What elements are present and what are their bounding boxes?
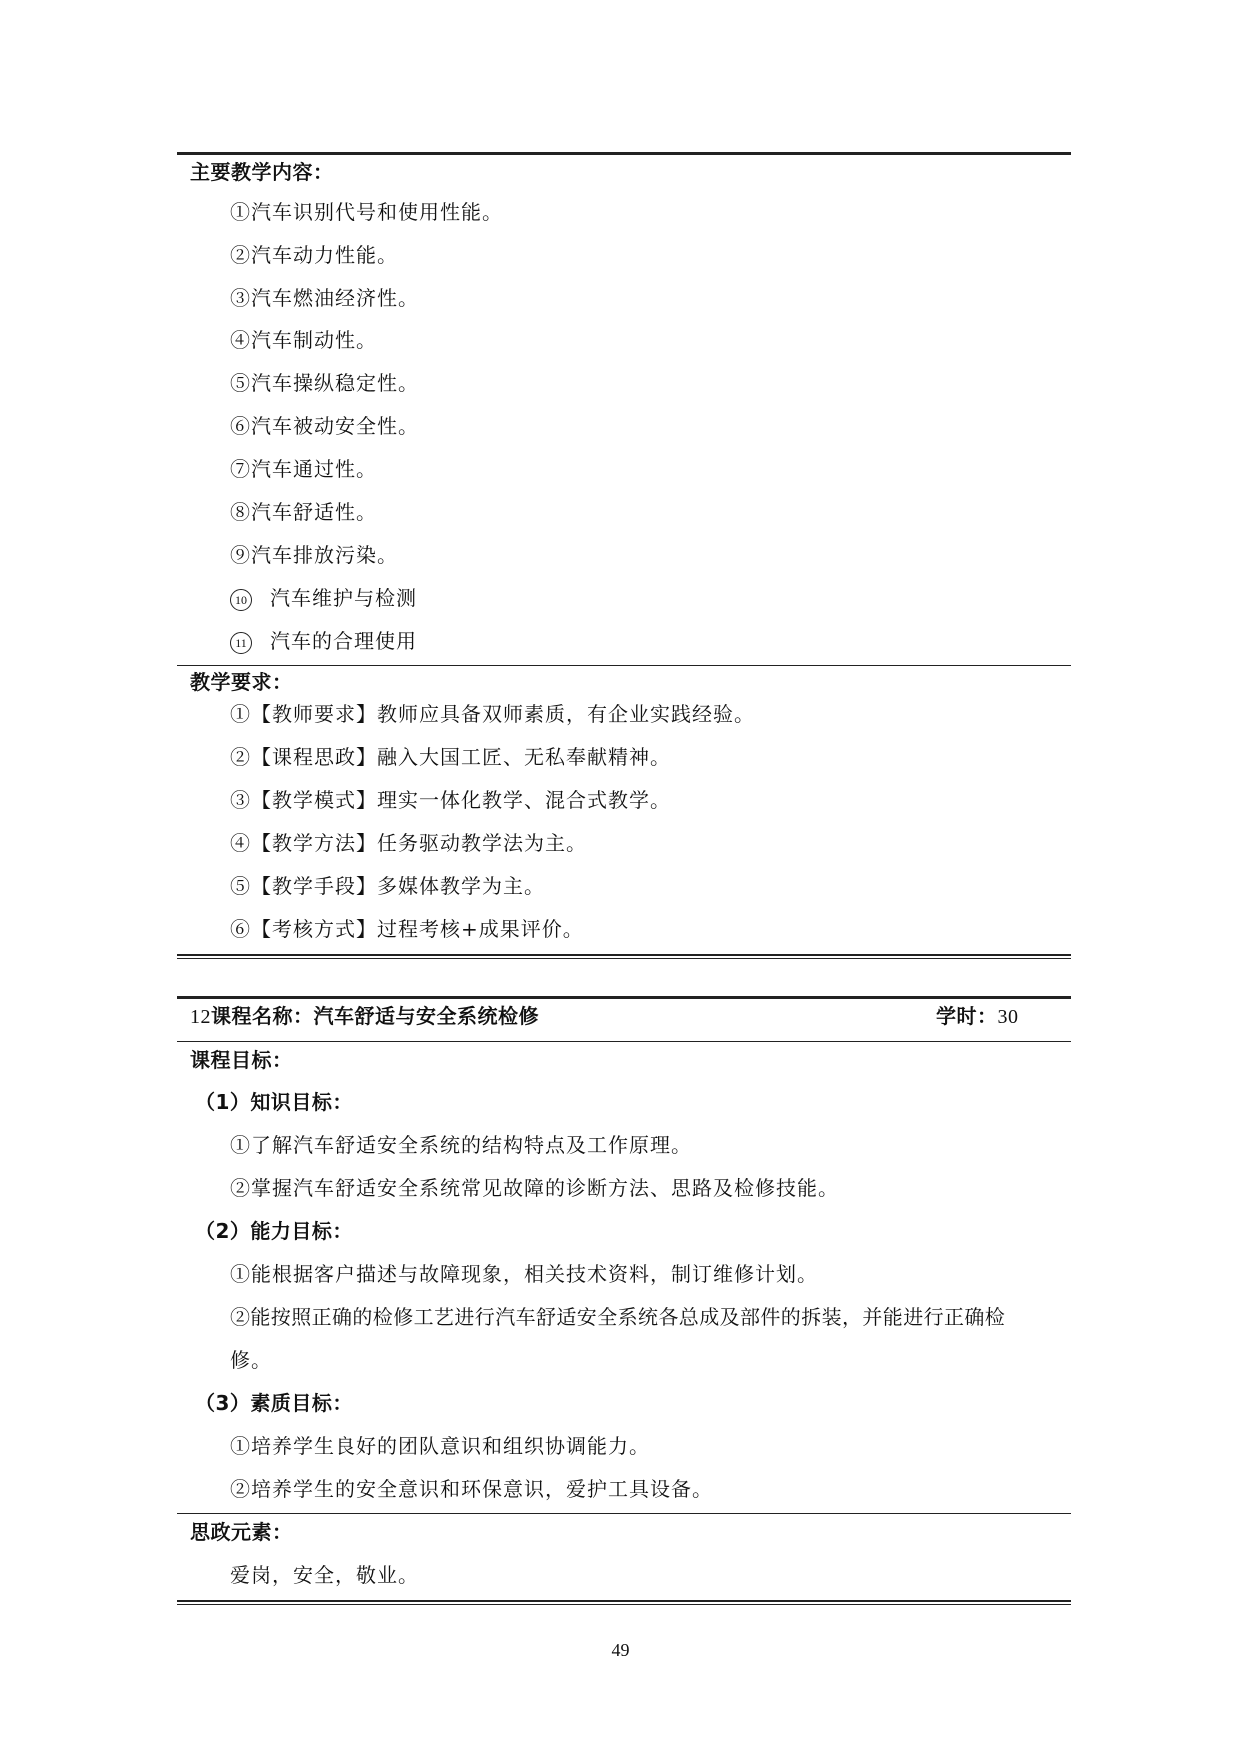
requirement-item: ④【教学方法】任务驱动教学法为主。	[230, 831, 587, 855]
content-item: ⑧汽车舒适性。	[230, 500, 377, 524]
top-rule	[177, 152, 1071, 155]
content-item-11-text: 汽车的合理使用	[270, 629, 417, 653]
ideology-text: 爱岗，安全，敬业。	[230, 1563, 419, 1587]
divider	[177, 1513, 1071, 1514]
divider	[177, 1041, 1071, 1042]
ability-title: （2）能力目标：	[195, 1219, 353, 1243]
content-item: ⑨汽车排放污染。	[230, 543, 398, 567]
requirement-item: ③【教学模式】理实一体化教学、混合式教学。	[230, 788, 671, 812]
content-title: 主要教学内容：	[190, 160, 334, 184]
knowledge-item: ①了解汽车舒适安全系统的结构特点及工作原理。	[230, 1133, 692, 1157]
course-top-rule	[177, 996, 1071, 999]
page-number: 49	[611, 1640, 630, 1660]
content-item: ⑤汽车操纵稳定性。	[230, 371, 419, 395]
content-item: ②汽车动力性能。	[230, 243, 398, 267]
content-item-10-text: 汽车维护与检测	[270, 586, 417, 610]
knowledge-item: ②掌握汽车舒适安全系统常见故障的诊断方法、思路及检修技能。	[230, 1176, 839, 1200]
course-header	[190, 1004, 539, 1029]
section-end-rule	[177, 1600, 1071, 1605]
requirement-item: ②【课程思政】融入大国工匠、无私奉献精神。	[230, 745, 671, 769]
quality-item: ②培养学生的安全意识和环保意识，爱护工具设备。	[230, 1477, 713, 1501]
ability-item: ②能按照正确的检修工艺进行汽车舒适安全系统各总成及部件的拆装，并能进行正确检	[230, 1305, 1006, 1329]
quality-item: ①培养学生良好的团队意识和组织协调能力。	[230, 1434, 650, 1458]
content-item: ①汽车识别代号和使用性能。	[230, 200, 503, 224]
content-item: ⑦汽车通过性。	[230, 457, 377, 481]
ability-item-continued: 修。	[230, 1348, 272, 1372]
content-item: ③汽车燃油经济性。	[230, 286, 419, 310]
content-item-10	[230, 586, 417, 611]
ability-item: ①能根据客户描述与故障现象，相关技术资料，制订维修计划。	[230, 1262, 818, 1286]
divider	[177, 665, 1071, 666]
content-item-11	[230, 629, 417, 654]
circled-number-11: 11	[230, 632, 252, 654]
knowledge-title: （1）知识目标：	[195, 1090, 353, 1114]
course-hours	[936, 1004, 1019, 1029]
course-number: 12	[190, 1006, 211, 1028]
quality-title: （3）素质目标：	[195, 1391, 353, 1415]
requirements-title: 教学要求：	[190, 670, 293, 694]
content-item: ④汽车制动性。	[230, 328, 377, 352]
circled-number-10: 10	[230, 589, 252, 611]
requirement-item: ①【教师要求】教师应具备双师素质，有企业实践经验。	[230, 702, 755, 726]
ideology-title: 思政元素：	[190, 1520, 293, 1544]
hours-value: 30	[997, 1006, 1019, 1028]
hours-label: 学时：	[936, 1004, 998, 1028]
requirement-item: ⑥【考核方式】过程考核+成果评价。	[230, 917, 584, 941]
goals-title: 课程目标：	[190, 1048, 293, 1072]
content-item: ⑥汽车被动安全性。	[230, 414, 419, 438]
course-name: 课程名称：汽车舒适与安全系统检修	[211, 1004, 539, 1028]
section-end-rule	[177, 954, 1071, 959]
requirement-item: ⑤【教学手段】多媒体教学为主。	[230, 874, 545, 898]
